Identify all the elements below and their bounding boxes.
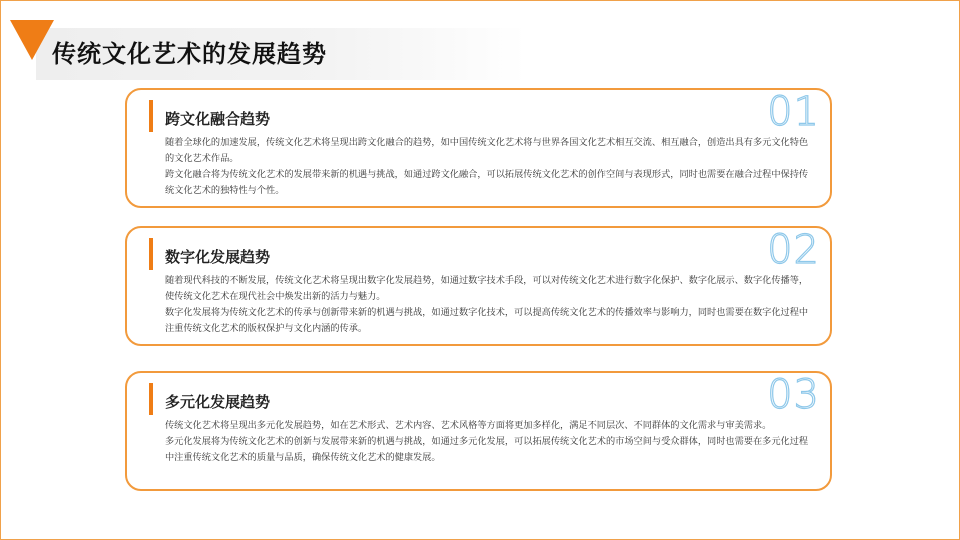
card-body bbox=[165, 135, 815, 199]
card-paragraph: 多元化发展将为传统文化艺术的创新与发展带来新的机遇与挑战，如通过多元化发展，可以拓展传统文化艺术的市场空间与受众群体，同时也需要在多元化过程中注重传统文化艺术的质量与品质，确保传统文化艺术的健康发展。 bbox=[165, 436, 809, 463]
card-heading: 跨文化融合趋势 bbox=[165, 110, 271, 128]
accent-bar bbox=[149, 383, 153, 415]
card-paragraph: 传统文化艺术将呈现出多元化发展趋势，如在艺术形式、艺术内容、艺术风格等方面将更加多样化，满足不同层次、不同群体的文化需求与审美需求。 bbox=[165, 420, 772, 431]
corner-triangle-decoration bbox=[10, 20, 54, 60]
trend-card bbox=[125, 371, 832, 491]
card-paragraph: 随着现代科技的不断发展，传统文化艺术将呈现出数字化发展趋势，如通过数字技术手段，可以对传统文化艺术进行数字化保护、数字化展示、数字化传播等，使传统文化艺术在现代社会中焕发出新的活力与魅力。 bbox=[165, 275, 809, 302]
accent-bar bbox=[149, 100, 153, 132]
card-paragraph: 随着全球化的加速发展，传统文化艺术将呈现出跨文化融合的趋势，如中国传统文化艺术将与世界各国文化艺术相互交流、相互融合，创造出具有多元文化特色的文化艺术作品。 bbox=[165, 137, 809, 164]
card-number: 03 bbox=[767, 372, 820, 418]
card-paragraph: 跨文化融合将为传统文化艺术的发展带来新的机遇与挑战，如通过跨文化融合，可以拓展传统文化艺术的创作空间与表现形式，同时也需要在融合过程中保持传统文化艺术的独特性与个性。 bbox=[165, 169, 809, 196]
card-heading: 多元化发展趋势 bbox=[165, 393, 271, 411]
page-title: 传统文化艺术的发展趋势 bbox=[52, 40, 327, 68]
card-number: 02 bbox=[767, 227, 820, 273]
trend-card bbox=[125, 226, 832, 346]
card-number: 01 bbox=[767, 89, 820, 135]
card-heading: 数字化发展趋势 bbox=[165, 248, 271, 266]
card-paragraph: 数字化发展将为传统文化艺术的传承与创新带来新的机遇与挑战，如通过数字化技术，可以提高传统文化艺术的传播效率与影响力，同时也需要在数字化过程中注重传统文化艺术的版权保护与文化内涵的传承。 bbox=[165, 307, 809, 334]
card-body bbox=[165, 418, 815, 466]
accent-bar bbox=[149, 238, 153, 270]
card-body bbox=[165, 273, 815, 337]
trend-card bbox=[125, 88, 832, 208]
